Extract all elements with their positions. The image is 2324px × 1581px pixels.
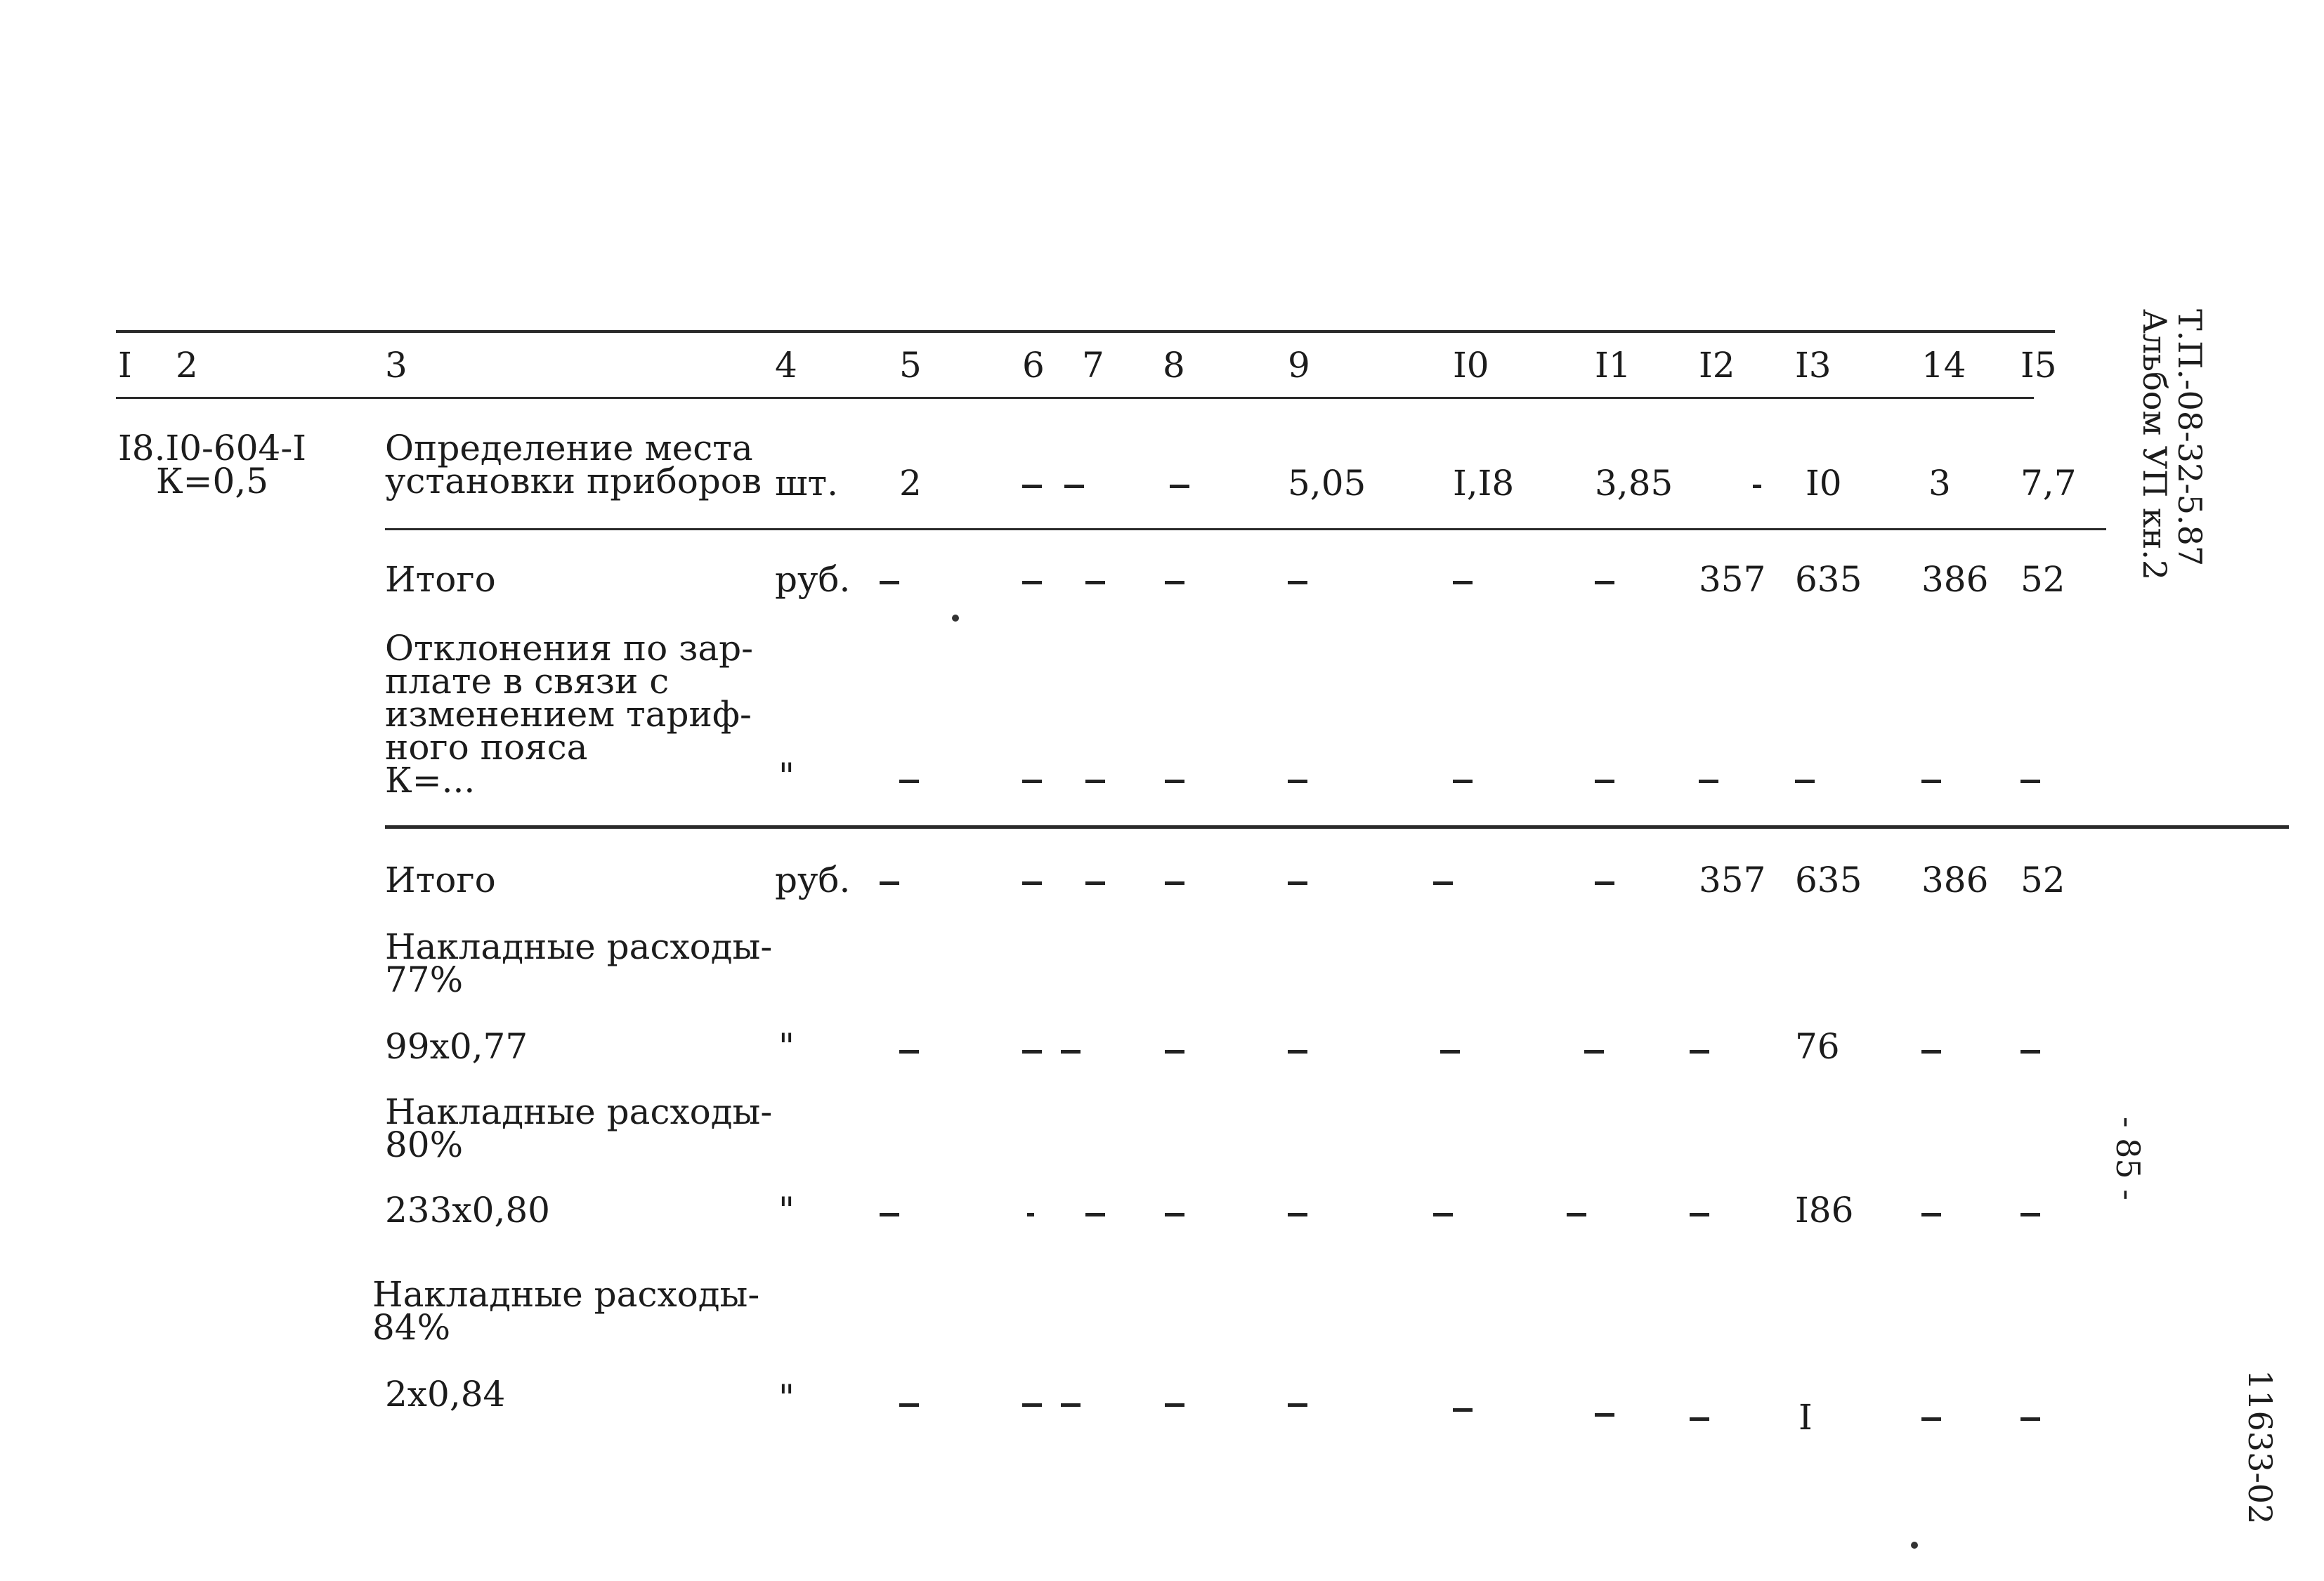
- row-unit: ": [778, 1026, 795, 1067]
- dash: [1453, 1408, 1473, 1412]
- dash: [1288, 780, 1307, 783]
- dash: [2021, 780, 2040, 783]
- row-name: 233х0,80: [385, 1190, 550, 1231]
- dash: [1165, 581, 1184, 584]
- header-cell: I0: [1453, 345, 1489, 386]
- dash: [1165, 1213, 1184, 1216]
- dash: [1690, 1213, 1709, 1216]
- header-cell: 6: [1022, 345, 1045, 386]
- row-unit: ": [778, 756, 795, 796]
- row-col15: 52: [2021, 860, 2065, 900]
- dash: [1085, 581, 1105, 584]
- dash: [899, 1403, 919, 1407]
- dash: [1165, 1403, 1184, 1407]
- header-cell: 7: [1082, 345, 1104, 386]
- header-cell: I2: [1699, 345, 1735, 386]
- dash: [899, 1050, 919, 1054]
- dash: [1170, 485, 1189, 488]
- dash: [880, 581, 899, 584]
- dash: [1288, 1213, 1307, 1216]
- dash: [1061, 1050, 1081, 1054]
- row-col13: I86: [1795, 1190, 1854, 1231]
- dash: [1288, 1050, 1307, 1054]
- document-code: Т.П.-08-32-5.87: [2171, 309, 2209, 567]
- row-col14: 3: [1928, 463, 1951, 504]
- dash: [1288, 881, 1307, 885]
- dash: [1022, 1403, 1042, 1407]
- table-top-rule: [116, 330, 2055, 333]
- row-col11: 3,85: [1595, 463, 1673, 504]
- row-col10: I,I8: [1453, 463, 1515, 504]
- dash: [1921, 1213, 1941, 1216]
- dash: [1433, 881, 1453, 885]
- row-unit: руб.: [775, 860, 851, 900]
- dash: [1690, 1417, 1709, 1421]
- dash: [1085, 1213, 1105, 1216]
- dash: [1795, 780, 1815, 783]
- row-col15: 7,7: [2021, 463, 2077, 504]
- document-number: 11633-02: [2241, 1370, 2279, 1525]
- dash: [1595, 780, 1614, 783]
- dash: [880, 1213, 899, 1216]
- dash: [899, 780, 919, 783]
- header-cell: 4: [775, 345, 797, 386]
- section-rule: [385, 825, 2289, 829]
- row-col5: 2: [899, 463, 922, 504]
- row-col12: 357: [1699, 860, 1766, 900]
- scan-speck: [1911, 1542, 1918, 1549]
- header-cell: I: [118, 345, 132, 386]
- row-name: Отклонения по зар- плате в связи с изменением тариф- ного пояса К=...: [385, 628, 754, 801]
- dash: [1064, 485, 1084, 488]
- dash: [880, 881, 899, 885]
- dash: [1061, 1403, 1081, 1407]
- row-rule: [385, 528, 2106, 530]
- header-cell: I5: [2021, 345, 2057, 386]
- header-cell: I3: [1795, 345, 1832, 386]
- row-name: Определение места установки приборов: [385, 428, 762, 501]
- header-cell: 14: [1921, 345, 1966, 386]
- row-col9: 5,05: [1288, 463, 1366, 504]
- row-unit: ": [778, 1190, 795, 1231]
- dash: [2021, 1417, 2040, 1421]
- row-col13: I: [1799, 1397, 1813, 1438]
- dash: [1595, 881, 1614, 885]
- dash: [1595, 581, 1614, 584]
- dash: [1022, 485, 1042, 488]
- dash: [1022, 1050, 1042, 1054]
- dash: [1165, 780, 1184, 783]
- row-name: Накладные расходы- 80%: [385, 1091, 773, 1165]
- dash: [1595, 1413, 1614, 1417]
- row-name: 2х0,84: [385, 1374, 506, 1415]
- scan-speck: [952, 615, 959, 622]
- row-col14: 386: [1921, 860, 1989, 900]
- row-col13: 635: [1795, 860, 1862, 900]
- row-name: Итого: [385, 860, 496, 900]
- dash: [1699, 780, 1718, 783]
- row-name: Накладные расходы- 77%: [385, 926, 773, 1000]
- row-name: Накладные расходы- 84%: [372, 1274, 760, 1348]
- dash: [1453, 581, 1473, 584]
- dash: [1584, 1050, 1604, 1054]
- row-col13: I0: [1806, 463, 1842, 504]
- row-unit: шт.: [775, 463, 839, 504]
- dash: [1288, 1403, 1307, 1407]
- header-cell: 2: [176, 345, 198, 386]
- dash: [1921, 1050, 1941, 1054]
- dash: [1022, 881, 1042, 885]
- dash: [1165, 881, 1184, 885]
- dash: [1440, 1050, 1460, 1054]
- row-col14: 386: [1921, 559, 1989, 600]
- header-cell: I1: [1595, 345, 1631, 386]
- header-cell: 9: [1288, 345, 1310, 386]
- row-name: Итого: [385, 559, 496, 600]
- header-bottom-rule: [116, 397, 2034, 399]
- dash: [1690, 1050, 1709, 1054]
- row-col13: 76: [1795, 1026, 1840, 1067]
- row-col15: 52: [2021, 559, 2065, 600]
- dash: [1453, 780, 1473, 783]
- row-name: 99х0,77: [385, 1026, 528, 1067]
- dash: [1027, 1213, 1034, 1216]
- dash: [1567, 1213, 1586, 1216]
- dash: [2021, 1050, 2040, 1054]
- dash: [1085, 780, 1105, 783]
- page-number: - 85 -: [2109, 1117, 2147, 1200]
- row-code: I8.I0-604-I К=0,5: [118, 428, 306, 501]
- dash: [1433, 1213, 1453, 1216]
- dash: [1022, 780, 1042, 783]
- row-col12: 357: [1699, 559, 1766, 600]
- album-label: Альбом УП кн.2: [2136, 309, 2174, 581]
- row-col13: 635: [1795, 559, 1862, 600]
- dash: [1753, 485, 1761, 488]
- row-unit: ": [778, 1377, 795, 1418]
- header-cell: 8: [1163, 345, 1185, 386]
- header-cell: 3: [385, 345, 407, 386]
- dash: [1921, 1417, 1941, 1421]
- dash: [1288, 581, 1307, 584]
- dash: [1165, 1050, 1184, 1054]
- dash: [1921, 780, 1941, 783]
- dash: [1085, 881, 1105, 885]
- dash: [1022, 581, 1042, 584]
- row-unit: руб.: [775, 559, 851, 600]
- dash: [2021, 1213, 2040, 1216]
- header-cell: 5: [899, 345, 922, 386]
